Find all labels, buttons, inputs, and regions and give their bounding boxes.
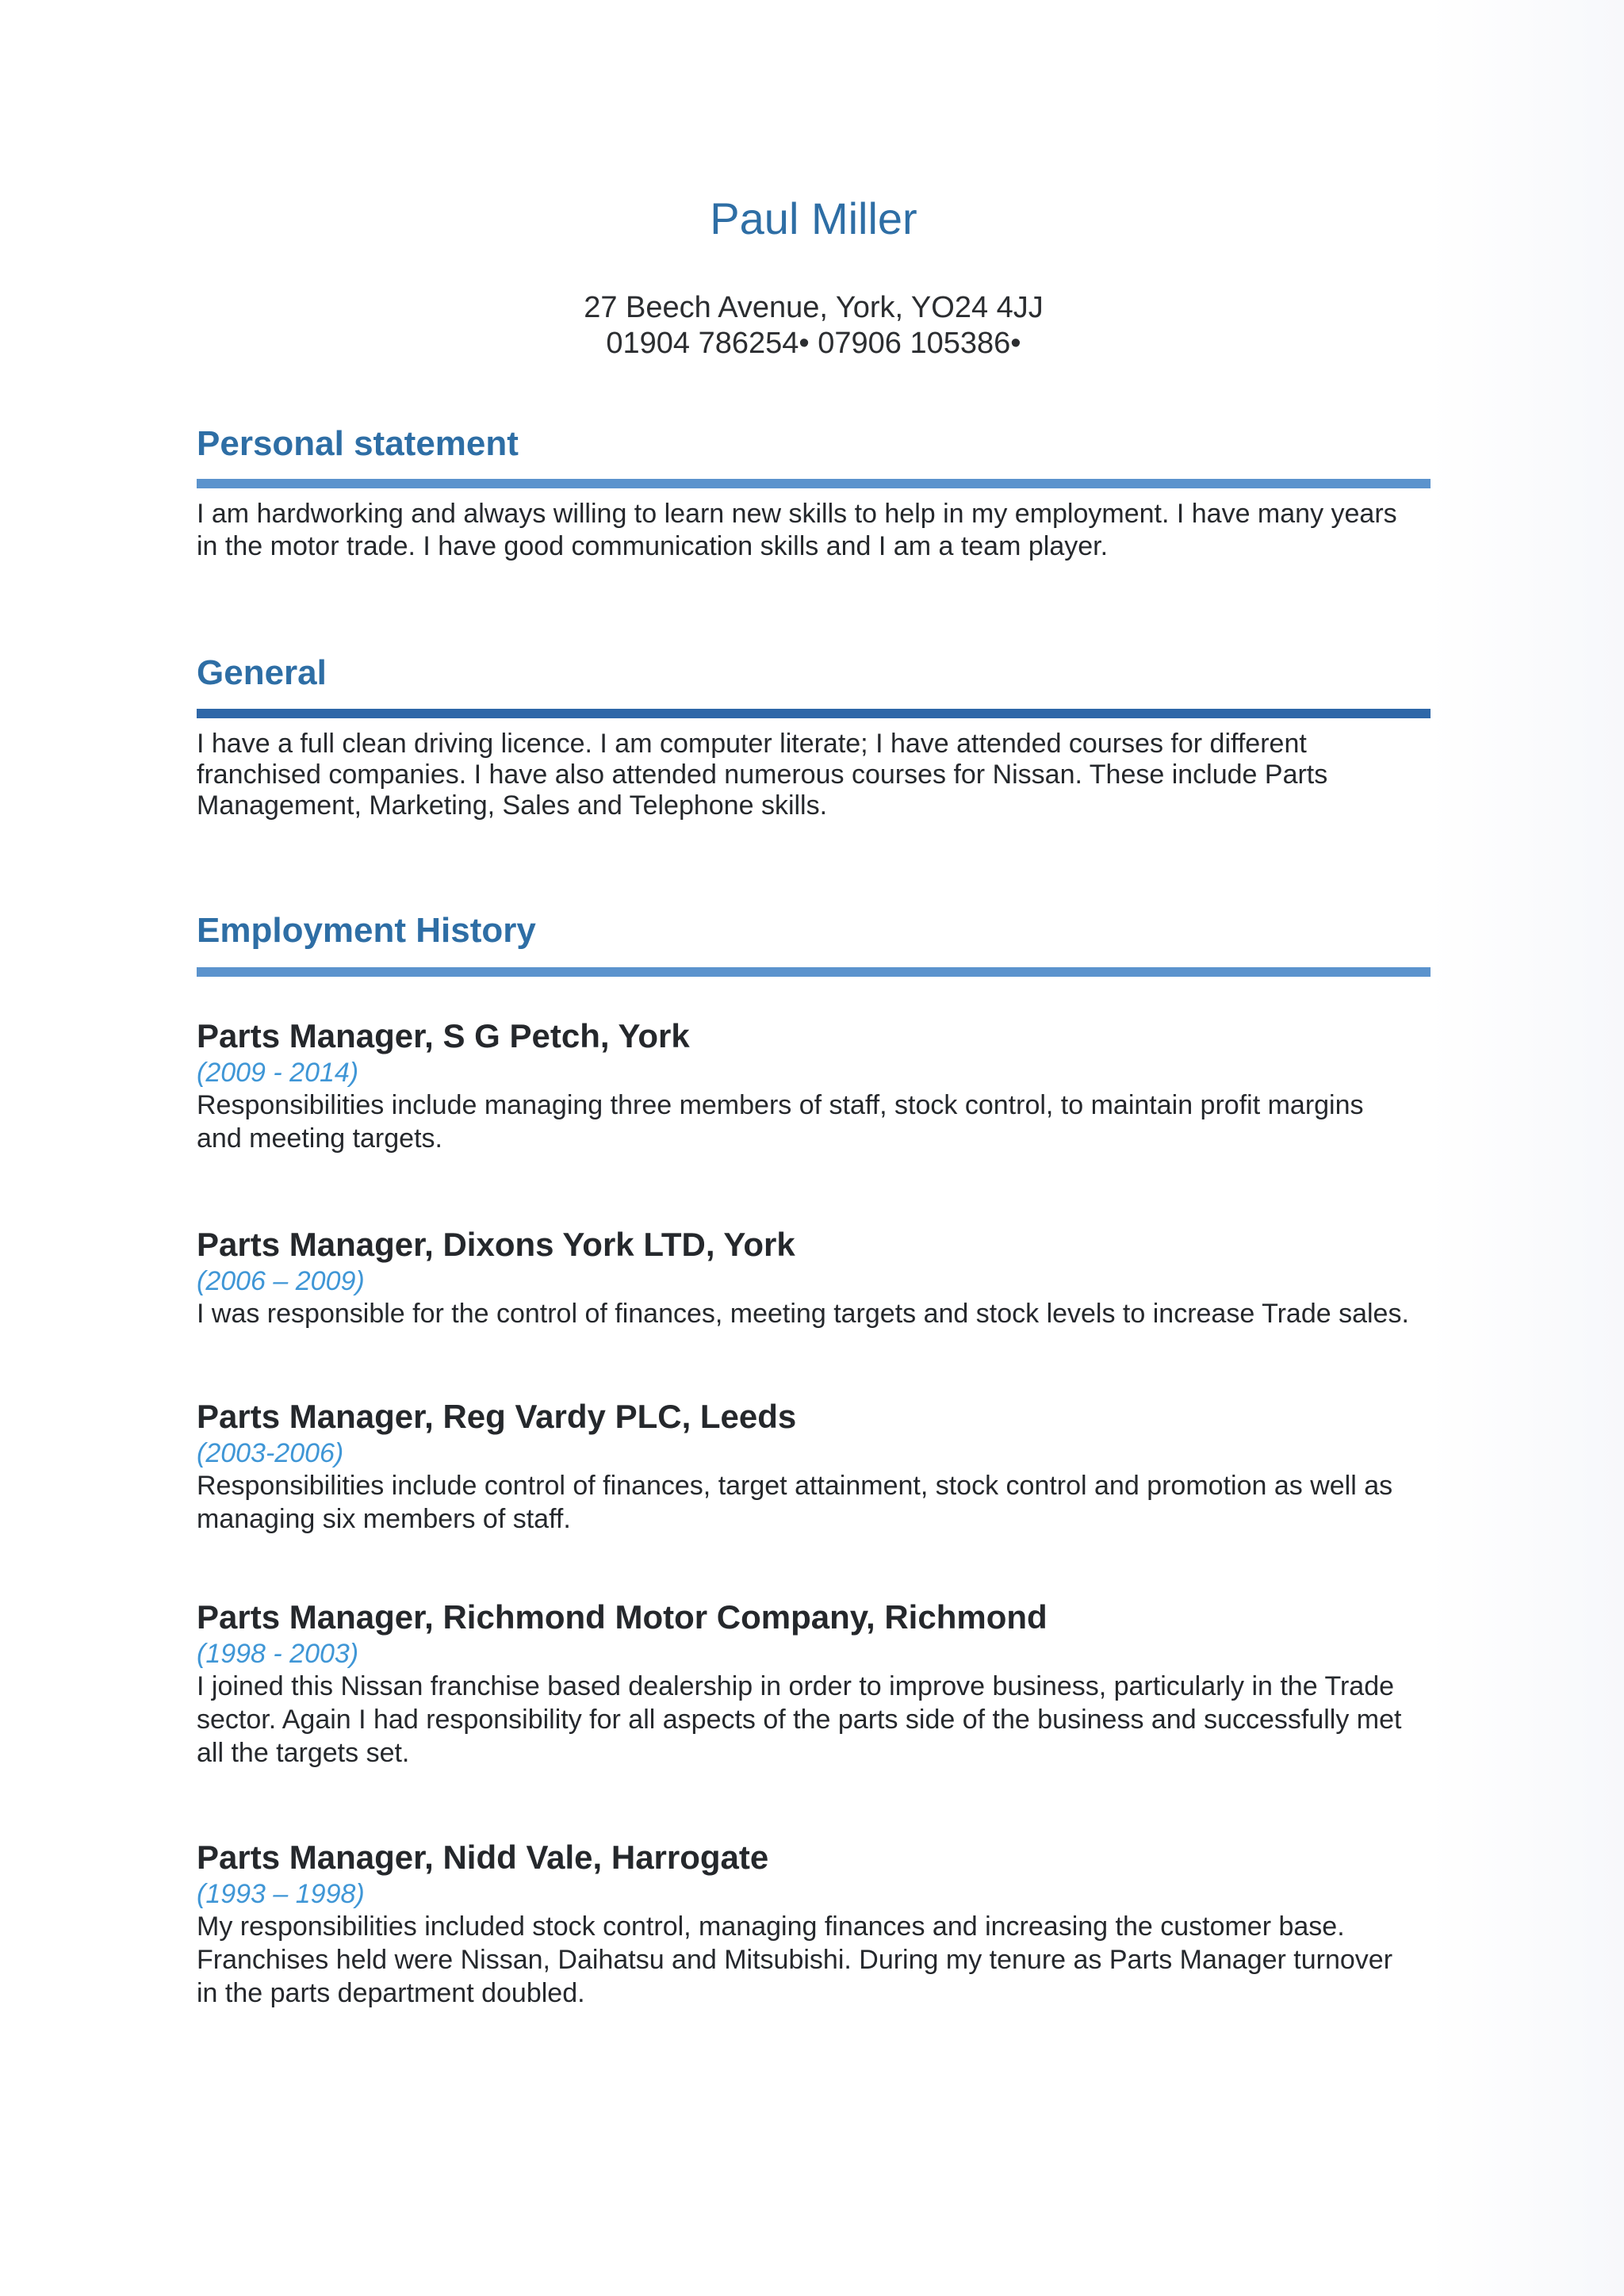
job-entry <box>197 1597 1431 1770</box>
job-title: Parts Manager, S G Petch, York <box>197 1017 690 1054</box>
personal-statement-rule <box>197 479 1431 488</box>
job-entry <box>197 1016 1431 1155</box>
job-title: Parts Manager, Richmond Motor Company, Richmond <box>197 1598 1048 1636</box>
job-description: My responsibilities included stock control, managing finances and increasing the customer base. Franchises held were Nissan, Daihatsu and Mitsubishi. During my tenure as Parts Manager turnover in the parts department doubled. <box>197 1911 1393 2008</box>
general-heading: General <box>197 653 327 692</box>
job-title: Parts Manager, Dixons York LTD, York <box>197 1226 795 1263</box>
candidate-address: 27 Beech Avenue, York, YO24 4JJ <box>584 291 1044 324</box>
job-dates: (2009 - 2014) <box>197 1058 359 1088</box>
job-description: Responsibilities include managing three members of staff, stock control, to maintain profit margins and meeting targets. <box>197 1090 1364 1154</box>
job-title: Parts Manager, Nidd Vale, Harrogate <box>197 1839 769 1876</box>
job-dates: (2006 – 2009) <box>197 1266 365 1296</box>
candidate-name: Paul Miller <box>710 193 917 243</box>
job-dates: (1998 - 2003) <box>197 1639 359 1669</box>
job-entry <box>197 1837 1431 2010</box>
job-entry <box>197 1396 1431 1536</box>
job-dates: (2003-2006) <box>197 1438 344 1468</box>
job-dates: (1993 – 1998) <box>197 1879 365 1909</box>
job-entry <box>197 1224 1431 1330</box>
job-description: I joined this Nissan franchise based dealership in order to improve business, particularly in the Trade sector. Again I had responsibility for all aspects of the parts side of the business and successfully met all the targets set. <box>197 1671 1402 1768</box>
job-description: I was responsible for the control of finances, meeting targets and stock levels to increase Trade sales. <box>197 1299 1409 1329</box>
employment-history-rule <box>197 967 1431 977</box>
employment-history-heading: Employment History <box>197 911 536 950</box>
job-description: Responsibilities include control of finances, target attainment, stock control and promotion as well as managing six members of staff. <box>197 1471 1393 1534</box>
job-title: Parts Manager, Reg Vardy PLC, Leeds <box>197 1398 797 1435</box>
candidate-phone: 01904 786254• 07906 105386• <box>606 327 1021 360</box>
personal-statement-heading: Personal statement <box>197 424 519 463</box>
general-text: I have a full clean driving licence. I am computer literate; I have attended courses for different franchised companies. I have also attended numerous courses for Nissan. These include Parts Management, Marketing, Sales and Telephone skills. <box>197 729 1328 821</box>
general-rule <box>197 709 1431 718</box>
personal-statement-text: I am hardworking and always willing to learn new skills to help in my employment. I have many years in the motor trade. I have good communication skills and I am a team player. <box>197 499 1397 561</box>
